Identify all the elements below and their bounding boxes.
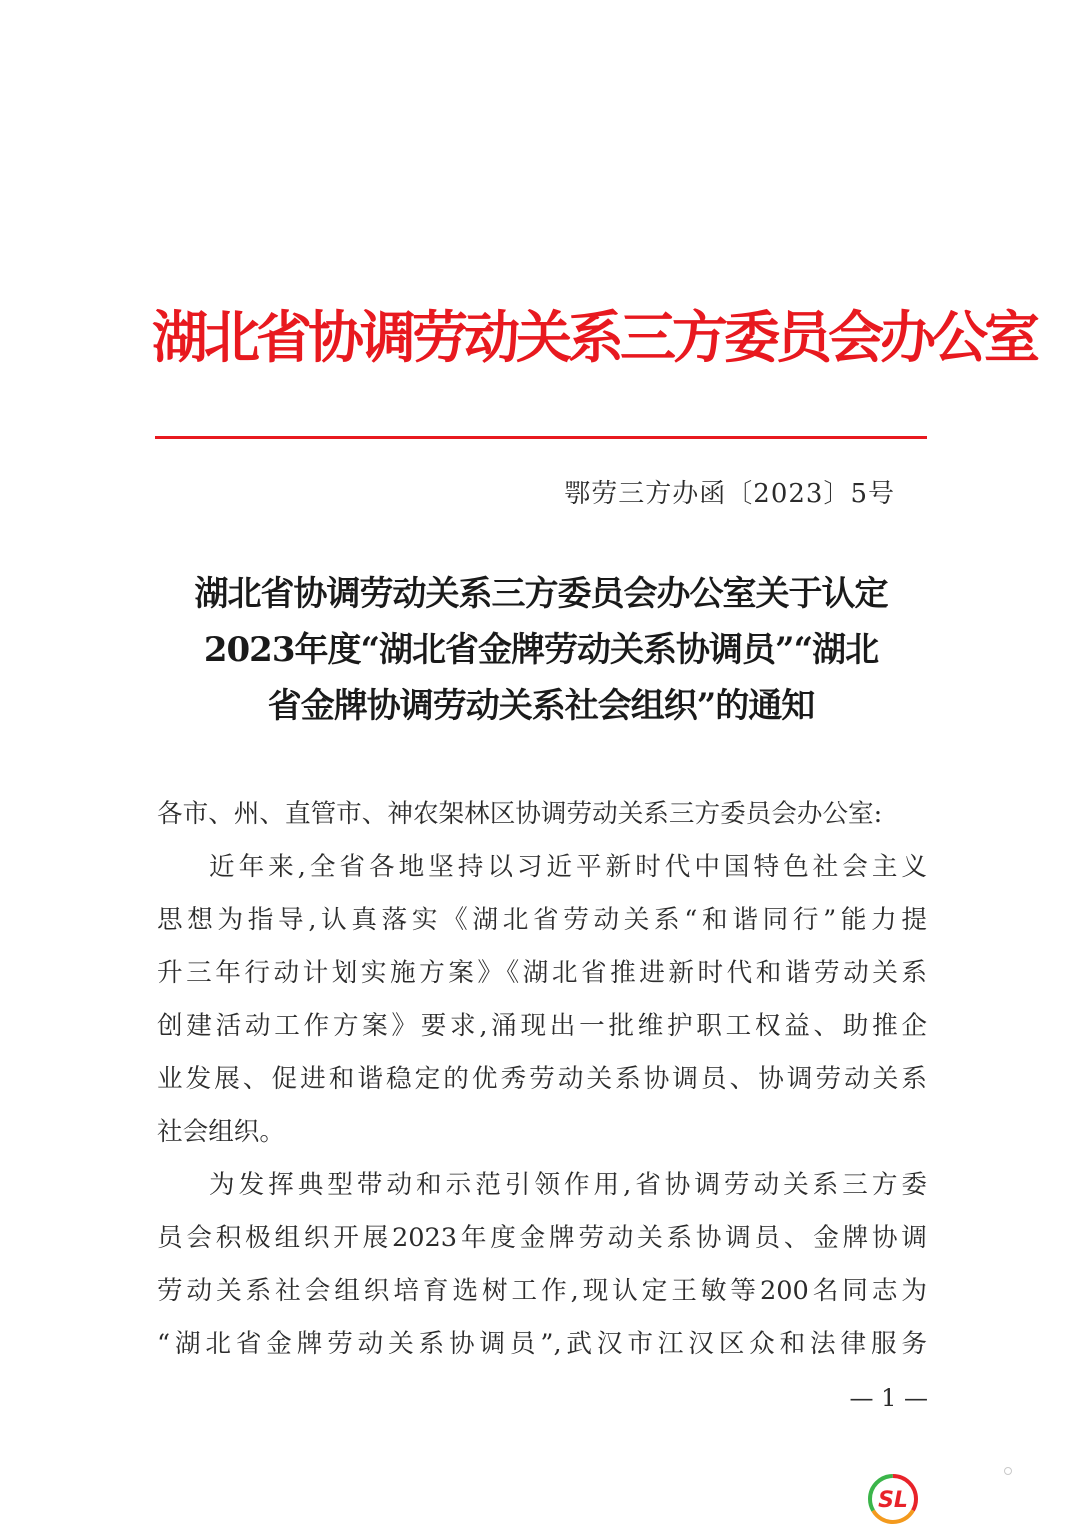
- paragraph-line: “湖北省金牌劳动关系协调员”,武汉市江汉区众和法律服务: [157, 1329, 927, 1359]
- document-body: [157, 788, 927, 1371]
- title-line: 湖北省协调劳动关系三方委员会办公室关于认定: [194, 574, 888, 614]
- paragraph-line: 业发展、促进和谐稳定的优秀劳动关系协调员、协调劳动关系: [157, 1064, 927, 1094]
- red-divider-line: [155, 436, 927, 439]
- paragraph-line: 为发挥典型带动和示范引领作用,省协调劳动关系三方委: [209, 1170, 927, 1200]
- paragraph-line: 升三年行动计划实施方案》《湖北省推进新时代和谐劳动关系: [157, 958, 927, 988]
- logo-text: SL: [878, 1488, 908, 1513]
- page-number: — 1 —: [849, 1384, 928, 1412]
- title-line: 2023年度“湖北省金牌劳动关系协调员”“湖北: [203, 630, 879, 670]
- paragraph-line: 劳动关系社会组织培育选树工作,现认定王敏等200名同志为: [157, 1276, 927, 1306]
- document-number: 鄂劳三方办函〔2023〕5号: [564, 479, 895, 509]
- corner-dot: [1004, 1467, 1012, 1475]
- title-line: 省金牌协调劳动关系社会组织”的通知: [267, 686, 815, 726]
- paragraph-line: 创建活动工作方案》要求,涌现出一批维护职工权益、助推企: [157, 1011, 927, 1041]
- paragraph-line: 思想为指导,认真落实《湖北省劳动关系“和谐同行”能力提: [157, 905, 927, 935]
- paragraph-line: 员会积极组织开展2023年度金牌劳动关系协调员、金牌协调: [157, 1223, 927, 1253]
- document-title: [155, 566, 927, 734]
- salutation: 各市、州、直管市、神农架林区协调劳动关系三方委员会办公室:: [157, 799, 883, 829]
- sl-logo-icon: [866, 1472, 920, 1526]
- org-header: 湖北省协调劳动关系三方委员会办公室: [152, 305, 1036, 371]
- paragraph-line: 社会组织。: [157, 1117, 285, 1147]
- paragraph-line: 近年来,全省各地坚持以习近平新时代中国特色社会主义: [209, 852, 927, 882]
